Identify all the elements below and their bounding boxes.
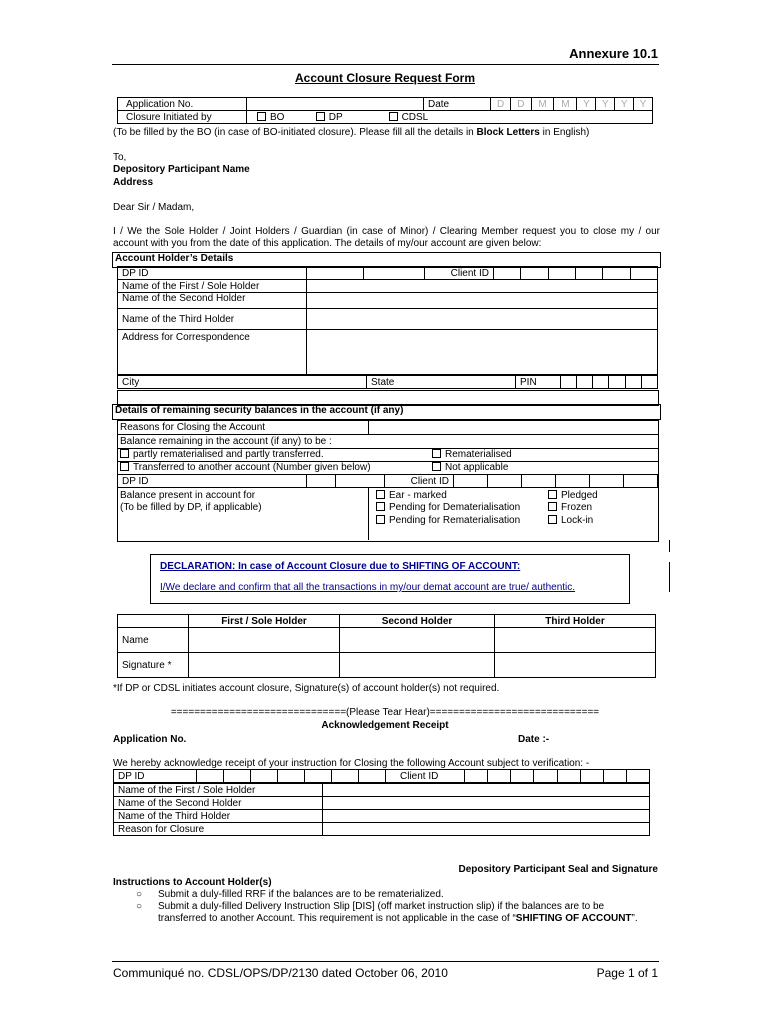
pin-digit[interactable] <box>609 376 625 389</box>
checkbox-icon[interactable] <box>257 112 266 121</box>
checkbox-icon[interactable] <box>316 112 325 121</box>
ack-dp-id-field[interactable] <box>278 770 305 783</box>
communique: Communiqué no. CDSL/OPS/DP/2130 dated October 06, 2010 <box>113 966 448 980</box>
ack-third-holder-label: Name of the Third Holder <box>114 810 323 823</box>
client-id-digit[interactable] <box>494 267 521 280</box>
pin-digit[interactable] <box>625 376 641 389</box>
signature-footnote: *If DP or CDSL initiates account closure, Signature(s) of account holder(s) not required. <box>113 683 500 694</box>
page-number: Page 1 of 1 <box>596 966 658 980</box>
ack-client-id-label: Client ID <box>386 770 465 783</box>
dp-seal-signature: Depository Participant Seal and Signature <box>458 864 658 875</box>
date-cell-y2[interactable]: Y <box>596 98 615 111</box>
header-rule <box>112 64 659 65</box>
option-earmarked[interactable]: Ear - marked <box>376 490 447 501</box>
checkbox-icon[interactable] <box>432 462 441 471</box>
checkbox-icon[interactable] <box>548 490 557 499</box>
option-pending-remat[interactable]: Pending for Rematerialisation <box>376 515 520 526</box>
option-cdsl[interactable]: CDSL <box>389 112 429 123</box>
checkbox-icon[interactable] <box>548 515 557 524</box>
city-label: City <box>118 376 367 389</box>
margin-mark <box>669 540 670 552</box>
option-lockin[interactable]: Lock-in <box>548 515 593 526</box>
ack-application-no: Application No. <box>113 734 187 745</box>
ack-table <box>113 769 650 783</box>
checkbox-icon[interactable] <box>120 449 129 458</box>
ack-reason-label: Reason for Closure <box>114 823 323 836</box>
client-id-digit[interactable] <box>603 267 630 280</box>
ack-client-id-digit[interactable] <box>534 770 557 783</box>
option-bo[interactable]: BO <box>257 112 313 123</box>
closure-initiated-label: Closure Initiated by <box>118 111 247 124</box>
annexure-label: Annexure 10.1 <box>569 46 658 61</box>
pin-digit[interactable] <box>561 376 577 389</box>
application-table <box>117 97 653 124</box>
date-label: Date <box>424 98 491 111</box>
instructions-heading: Instructions to Account Holder(s) <box>113 877 272 888</box>
checkbox-icon[interactable] <box>376 490 385 499</box>
ack-dp-id-field[interactable] <box>197 770 224 783</box>
option-dp[interactable]: DP <box>316 112 386 123</box>
date-cell-y3[interactable]: Y <box>615 98 634 111</box>
name-row-label: Name <box>118 628 189 653</box>
balances-heading: Details of remaining security balances in the account (if any) <box>115 405 404 416</box>
declaration-text: I/We declare and confirm that all the transactions in my/our demat account are true/ authentic. <box>160 582 576 593</box>
ack-third-holder-field[interactable] <box>323 810 650 823</box>
balances-client-id-digit[interactable] <box>624 475 658 488</box>
balances-dp-id-field[interactable] <box>336 475 385 488</box>
balances-client-id-digit[interactable] <box>556 475 590 488</box>
declaration-title: DECLARATION: In case of Account Closure due to SHIFTING OF ACCOUNT: <box>160 561 521 572</box>
signature-first-field[interactable] <box>189 653 340 678</box>
balances-client-id-label: Client ID <box>385 475 454 488</box>
balance-present-label: Balance present in account for <box>120 490 256 501</box>
option-rematerialised[interactable]: Rematerialised <box>432 449 512 460</box>
balances-client-id-digit[interactable] <box>454 475 488 488</box>
ack-dp-id-field[interactable] <box>359 770 386 783</box>
date-cell-y4[interactable]: Y <box>634 98 653 111</box>
checkbox-icon[interactable] <box>389 112 398 121</box>
bullet-icon: ○ <box>136 901 143 912</box>
application-no-label: Application No. <box>118 98 247 111</box>
date-cell-m2[interactable]: M <box>554 98 577 111</box>
name-third-field[interactable] <box>495 628 656 653</box>
margin-mark <box>669 562 670 592</box>
balances-rule <box>117 434 658 435</box>
signature-second-field[interactable] <box>340 653 495 678</box>
dp-id-field[interactable] <box>307 267 364 280</box>
correspondence-address-label: Address for Correspondence <box>118 330 307 375</box>
balances-dp-id-field[interactable] <box>307 475 336 488</box>
ack-client-id-digit[interactable] <box>511 770 534 783</box>
application-no-field[interactable] <box>247 98 424 111</box>
header-third-holder: Third Holder <box>495 615 656 628</box>
dp-name-label: Depository Participant Name <box>113 164 250 175</box>
pin-digit[interactable] <box>641 376 657 389</box>
ack-dp-id-field[interactable] <box>224 770 251 783</box>
ack-client-id-digit[interactable] <box>557 770 580 783</box>
ack-dp-id-field[interactable] <box>251 770 278 783</box>
third-holder-field[interactable] <box>307 309 658 330</box>
first-holder-label: Name of the First / Sole Holder <box>118 280 307 293</box>
checkbox-icon[interactable] <box>548 502 557 511</box>
ack-first-holder-field[interactable] <box>323 784 650 797</box>
correspondence-address-field[interactable] <box>307 330 658 375</box>
checkbox-icon[interactable] <box>432 449 441 458</box>
ack-client-id-digit[interactable] <box>603 770 626 783</box>
option-transferred[interactable]: Transferred to another account (Number given below) <box>120 462 371 473</box>
holder-details-heading: Account Holder’s Details <box>115 253 234 264</box>
option-pledged[interactable]: Pledged <box>548 490 598 501</box>
ack-first-holder-label: Name of the First / Sole Holder <box>114 784 323 797</box>
client-id-digit[interactable] <box>575 267 602 280</box>
salutation: Dear Sir / Madam, <box>113 202 195 213</box>
ack-names-table <box>113 783 650 836</box>
ack-dp-id-label: DP ID <box>114 770 197 783</box>
balances-divider <box>368 420 369 434</box>
balance-remaining-label: Balance remaining in the account (if any) to be : <box>120 436 332 447</box>
date-cell-m1[interactable]: M <box>531 98 554 111</box>
second-holder-label: Name of the Second Holder <box>118 293 307 309</box>
balances-divider <box>368 488 369 540</box>
dp-id-field[interactable] <box>364 267 425 280</box>
intro-paragraph: I / We the Sole Holder / Joint Holders / Guardian (in case of Minor) / Clearing Member request you to close my / our account with you from the date of this application. The details of my/our account are given below: <box>113 226 660 249</box>
to-be-filled-label: (To be filled by DP, if applicable) <box>120 502 262 513</box>
to-label: To, <box>113 152 127 163</box>
balances-dp-id-label: DP ID <box>118 475 307 488</box>
option-not-applicable[interactable]: Not applicable <box>432 462 508 473</box>
address-label: Address <box>113 177 154 188</box>
balances-client-id-digit[interactable] <box>488 475 522 488</box>
ack-text: We hereby acknowledge receipt of your instruction for Closing the following Account subject to verification: - <box>113 758 590 769</box>
ack-reason-field[interactable] <box>323 823 650 836</box>
ack-client-id-digit[interactable] <box>626 770 649 783</box>
checkbox-icon[interactable] <box>376 502 385 511</box>
checkbox-icon[interactable] <box>376 515 385 524</box>
instruction-item: Submit a duly-filled Delivery Instruction Slip [DIS] (off market instruction slip) if the balances are to be transferred to another Account. This requirement is not applicable in the case of “SHIFTING OF ACCOUNT”. <box>158 901 638 924</box>
form-title: Account Closure Request Form <box>294 71 476 85</box>
client-id-digit[interactable] <box>548 267 575 280</box>
fill-note: (To be filled by the BO (in case of BO-initiated closure). Please fill all the details in Block Letters in English) <box>113 127 590 138</box>
ack-dp-id-field[interactable] <box>305 770 332 783</box>
second-holder-field[interactable] <box>307 293 658 309</box>
tear-line: ==============================(Please Tear Hear)============================= <box>170 707 600 718</box>
pin-digit[interactable] <box>593 376 609 389</box>
date-cell-y1[interactable]: Y <box>577 98 596 111</box>
header-second-holder: Second Holder <box>340 615 495 628</box>
ack-second-holder-field[interactable] <box>323 797 650 810</box>
signature-third-field[interactable] <box>495 653 656 678</box>
signature-table <box>117 614 656 678</box>
ack-client-id-digit[interactable] <box>488 770 511 783</box>
balances-client-id-digit[interactable] <box>590 475 624 488</box>
client-id-digit[interactable] <box>630 267 657 280</box>
name-second-field[interactable] <box>340 628 495 653</box>
city-state-pin-table <box>117 375 658 389</box>
balances-dp-client-table <box>117 474 658 488</box>
client-id-digit[interactable] <box>521 267 548 280</box>
pin-digit[interactable] <box>577 376 593 389</box>
pin-label: PIN <box>516 376 561 389</box>
ack-client-id-digit[interactable] <box>580 770 603 783</box>
option-pending-demat[interactable]: Pending for Dematerialisation <box>376 502 520 513</box>
ack-second-holder-label: Name of the Second Holder <box>114 797 323 810</box>
option-frozen[interactable]: Frozen <box>548 502 592 513</box>
balances-client-id-digit[interactable] <box>522 475 556 488</box>
signature-row-label: Signature * <box>118 653 189 678</box>
footer-rule <box>112 961 659 962</box>
balances-heading-box <box>112 404 661 420</box>
dp-id-label: DP ID <box>118 267 307 280</box>
state-label: State <box>367 376 516 389</box>
bullet-icon: ○ <box>136 889 143 900</box>
date-cell-d1[interactable]: D <box>491 98 511 111</box>
ack-title: Acknowledgement Receipt <box>321 720 449 731</box>
ack-date: Date :- <box>518 734 550 745</box>
instruction-item: Submit a duly-filled RRF if the balances are to be rematerialized. <box>158 889 444 900</box>
first-holder-field[interactable] <box>307 280 658 293</box>
checkbox-icon[interactable] <box>120 462 129 471</box>
option-partly[interactable]: partly rematerialised and partly transferred. <box>120 449 324 460</box>
reasons-label: Reasons for Closing the Account <box>120 422 266 433</box>
header-first-holder: First / Sole Holder <box>189 615 340 628</box>
name-first-field[interactable] <box>189 628 340 653</box>
client-id-label: Client ID <box>425 267 494 280</box>
holder-details-table <box>117 266 658 375</box>
date-cell-d2[interactable]: D <box>511 98 531 111</box>
ack-dp-id-field[interactable] <box>332 770 359 783</box>
ack-client-id-digit[interactable] <box>465 770 488 783</box>
third-holder-label: Name of the Third Holder <box>118 309 307 330</box>
